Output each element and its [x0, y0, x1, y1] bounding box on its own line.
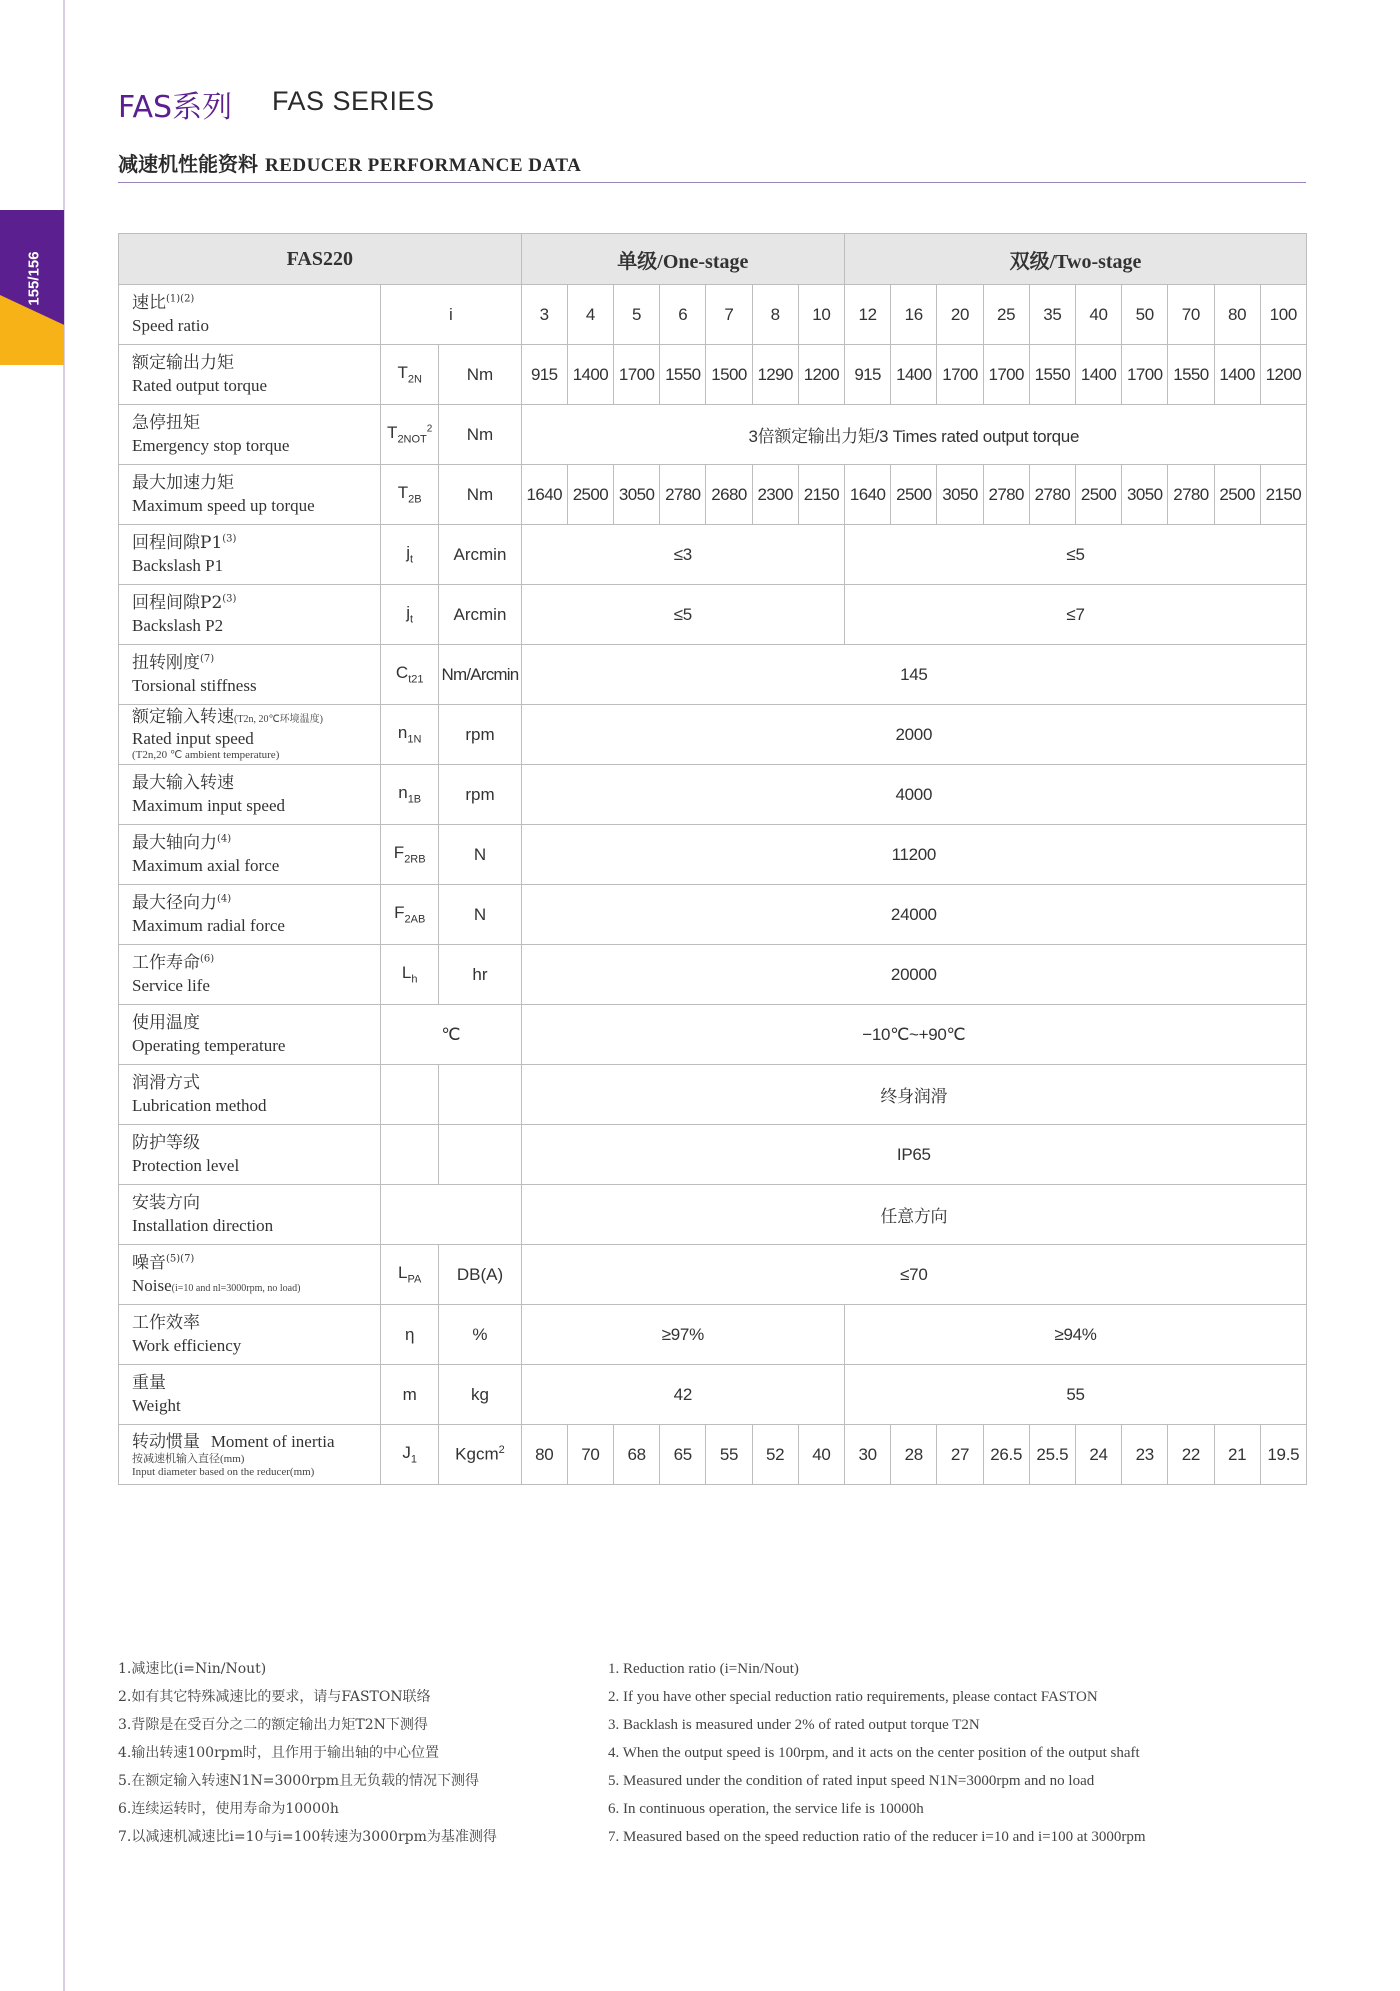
value-cell: 915	[521, 345, 567, 405]
symbol: η	[381, 1305, 439, 1365]
row-label: 防护等级 Protection level	[119, 1125, 381, 1185]
value-cell: 2150	[798, 465, 844, 525]
value-cell: 1700	[1122, 345, 1168, 405]
value-cell: 25.5	[1029, 1425, 1075, 1485]
row-rated-torque	[119, 345, 1307, 405]
row-label: 回程间隙P2$^{(3)}$ Backslash P2	[119, 585, 381, 645]
row-protection	[119, 1125, 1307, 1185]
value-cell: 22	[1168, 1425, 1214, 1485]
notes-zh	[118, 1655, 497, 1851]
value-cell: 1400	[891, 345, 937, 405]
value-cell: 2500	[1214, 465, 1260, 525]
section-title-zh: 减速机性能资料	[118, 152, 258, 176]
symbol: $C_{t21}$	[381, 645, 439, 705]
unit: Arcmin	[439, 525, 521, 585]
unit: DB(A)	[439, 1245, 521, 1305]
value-cell: 19.5	[1260, 1425, 1306, 1485]
unit: rpm	[439, 765, 521, 825]
unit: hr	[439, 945, 521, 1005]
two-stage-value: ≤7	[845, 585, 1307, 645]
value-cell: 8	[752, 285, 798, 345]
value-cell: 1550	[1168, 345, 1214, 405]
symbol: $T_{2B}$	[381, 465, 439, 525]
row-lubrication	[119, 1065, 1307, 1125]
value-cell: 4	[567, 285, 613, 345]
value-cell: 11200	[521, 825, 1306, 885]
row-label: 额定输出力矩 Rated output torque	[119, 345, 381, 405]
value-cell: 70	[567, 1425, 613, 1485]
value-cell: 55	[706, 1425, 752, 1485]
one-stage-value: ≥97%	[521, 1305, 844, 1365]
unit: N	[439, 885, 521, 945]
value-cell: 30	[845, 1425, 891, 1485]
value-cell: 2680	[706, 465, 752, 525]
value-cell: 1400	[1214, 345, 1260, 405]
two-stage-value: 55	[845, 1365, 1307, 1425]
note-zh-item: 6.连续运转时，使用寿命为10000h	[118, 1801, 339, 1817]
symbol: $T_{2N}$	[381, 345, 439, 405]
symbol-empty	[381, 1125, 439, 1185]
row-max-axial-force	[119, 825, 1307, 885]
page-number: 155/156	[25, 251, 43, 306]
value-cell: 145	[521, 645, 1306, 705]
value-cell: 6	[660, 285, 706, 345]
note-en-item: 2. If you have other special reduction ratio requirements, please contact FASTON	[608, 1689, 1098, 1705]
note-zh-item: 1.减速比(i=Nin/Nout)	[118, 1661, 267, 1677]
symbol: $n_{1N}$	[381, 705, 439, 765]
value-cell: 1700	[937, 345, 983, 405]
value-cell: 1700	[614, 345, 660, 405]
note-en-item: 4. When the output speed is 100rpm, and it acts on the center position of the output shaft	[608, 1745, 1140, 1761]
row-label: 转动惯量 Moment of inertia 按减速机输入直径(mm) Input diameter based on the reducer(mm)	[119, 1425, 381, 1485]
value-cell: 70	[1168, 285, 1214, 345]
note-zh-item: 2.如有其它特殊减速比的要求，请与FASTON联络	[118, 1689, 431, 1705]
row-inertia	[119, 1425, 1307, 1485]
symbol: $n_{1B}$	[381, 765, 439, 825]
one-stage-value: ≤5	[521, 585, 844, 645]
row-label: 最大加速力矩 Maximum speed up torque	[119, 465, 381, 525]
series-subtitle: FAS SERIES	[272, 86, 435, 116]
value-cell: 2780	[983, 465, 1029, 525]
value-cell: 20000	[521, 945, 1306, 1005]
row-label: 工作寿命$^{(6)}$ Service life	[119, 945, 381, 1005]
value-cell: 任意方向	[521, 1185, 1306, 1245]
row-label: 最大输入转速 Maximum input speed	[119, 765, 381, 825]
row-label: 润滑方式 Lubrication method	[119, 1065, 381, 1125]
one-stage-header: 单级/One-stage	[521, 234, 844, 285]
row-label: 安装方向 Installation direction	[119, 1185, 381, 1245]
row-efficiency	[119, 1305, 1307, 1365]
value-cell: 3050	[1122, 465, 1168, 525]
value-cell: 1200	[1260, 345, 1306, 405]
row-backlash-p2	[119, 585, 1307, 645]
value-cell: 28	[891, 1425, 937, 1485]
symbol: $j_t$	[381, 525, 439, 585]
value-cell: 3	[521, 285, 567, 345]
row-backlash-p1	[119, 525, 1307, 585]
one-stage-value: 42	[521, 1365, 844, 1425]
symbol: i	[381, 285, 522, 345]
model-header: FAS220	[119, 234, 522, 285]
value-cell: 3050	[614, 465, 660, 525]
note-zh-item: 7.以减速机减速比i=10与i=100转速为3000rpm为基准测得	[118, 1829, 497, 1845]
value-cell: 1640	[521, 465, 567, 525]
value-cell: 2500	[891, 465, 937, 525]
unit: N	[439, 825, 521, 885]
value-cell: 40	[798, 1425, 844, 1485]
row-speed-ratio	[119, 285, 1307, 345]
section-title	[118, 148, 581, 177]
value-cell: 7	[706, 285, 752, 345]
symbol-unit-empty	[381, 1185, 522, 1245]
performance-table	[118, 233, 1307, 1485]
value-cell: 1400	[1075, 345, 1121, 405]
value-cell: 2780	[1029, 465, 1075, 525]
row-label: 使用温度 Operating temperature	[119, 1005, 381, 1065]
row-label: 速比$^{(1)(2)}$ Speed ratio	[119, 285, 381, 345]
value-cell: IP65	[521, 1125, 1306, 1185]
row-label: 扭转刚度$^{(7)}$ Torsional stiffness	[119, 645, 381, 705]
series-title: FAS系列	[118, 90, 233, 125]
unit: Arcmin	[439, 585, 521, 645]
symbol: $F_{2AB}$	[381, 885, 439, 945]
unit: Nm/Arcmin	[439, 645, 521, 705]
value-cell: 40	[1075, 285, 1121, 345]
note-en-item: 7. Measured based on the speed reduction ratio of the reducer i=10 and i=100 at 3000rpm	[608, 1829, 1146, 1845]
unit: Nm	[439, 345, 521, 405]
unit: Nm	[439, 465, 521, 525]
value-cell: 24000	[521, 885, 1306, 945]
value-cell: 80	[521, 1425, 567, 1485]
unit-empty	[439, 1065, 521, 1125]
note-en-item: 3. Backlash is measured under 2% of rated output torque T2N	[608, 1717, 980, 1733]
row-operating-temp	[119, 1005, 1307, 1065]
note-en-item: 6. In continuous operation, the service life is 10000h	[608, 1801, 924, 1817]
value-cell: 2500	[567, 465, 613, 525]
value-cell: 1640	[845, 465, 891, 525]
row-label: 工作效率 Work efficiency	[119, 1305, 381, 1365]
value-cell: 1290	[752, 345, 798, 405]
value-cell: 4000	[521, 765, 1306, 825]
unit: kg	[439, 1365, 521, 1425]
value-cell: 12	[845, 285, 891, 345]
note-zh-item: 3.背隙是在受百分之二的额定输出力矩T2N下测得	[118, 1717, 428, 1733]
symbol: $j_t$	[381, 585, 439, 645]
value-cell: 80	[1214, 285, 1260, 345]
unit: ℃	[381, 1005, 522, 1065]
value-cell: 16	[891, 285, 937, 345]
value-cell: 1700	[983, 345, 1029, 405]
two-stage-value: ≥94%	[845, 1305, 1307, 1365]
value-cell: 68	[614, 1425, 660, 1485]
symbol: $T_{2NOT}^2$	[381, 405, 439, 465]
value-cell: 27	[937, 1425, 983, 1485]
symbol: $F_{2RB}$	[381, 825, 439, 885]
row-label: 额定输入转速(T2n, 20℃环境温度) Rated input speed (T2n,20 ℃ ambient temperature)	[119, 705, 381, 765]
value-cell: 2300	[752, 465, 798, 525]
value-cell: 2000	[521, 705, 1306, 765]
two-stage-value: ≤5	[845, 525, 1307, 585]
row-label: 最大轴向力$^{(4)}$ Maximum axial force	[119, 825, 381, 885]
value-cell: 24	[1075, 1425, 1121, 1485]
value-cell: 2780	[660, 465, 706, 525]
unit: rpm	[439, 705, 521, 765]
row-label: 最大径向力$^{(4)}$ Maximum radial force	[119, 885, 381, 945]
symbol: $L_{PA}$	[381, 1245, 439, 1305]
unit-empty	[439, 1125, 521, 1185]
value-cell: 1550	[1029, 345, 1075, 405]
row-service-life	[119, 945, 1307, 1005]
symbol: $L_h$	[381, 945, 439, 1005]
value-cell: 3050	[937, 465, 983, 525]
value-cell: 26.5	[983, 1425, 1029, 1485]
note-zh-item: 5.在额定输入转速N1N=3000rpm且无负载的情况下测得	[118, 1773, 480, 1789]
row-noise	[119, 1245, 1307, 1305]
value-cell: 2780	[1168, 465, 1214, 525]
value-cell: 2500	[1075, 465, 1121, 525]
row-label: 重量 Weight	[119, 1365, 381, 1425]
value-cell: 终身润滑	[521, 1065, 1306, 1125]
value-cell: ≤70	[521, 1245, 1306, 1305]
unit: Nm	[439, 405, 521, 465]
value-cell: 100	[1260, 285, 1306, 345]
row-emergency-torque	[119, 405, 1307, 465]
value-cell: 10	[798, 285, 844, 345]
row-max-input-speed	[119, 765, 1307, 825]
row-weight	[119, 1365, 1307, 1425]
value-cell: 5	[614, 285, 660, 345]
row-label: 急停扭矩 Emergency stop torque	[119, 405, 381, 465]
row-max-accel-torque	[119, 465, 1307, 525]
value-cell: 915	[845, 345, 891, 405]
value-cell: 3倍额定输出力矩/3 Times rated output torque	[521, 405, 1306, 465]
page-number-tab	[0, 210, 64, 365]
note-en-item: 5. Measured under the condition of rated input speed N1N=3000rpm and no load	[608, 1773, 1095, 1789]
row-max-radial-force	[119, 885, 1307, 945]
section-title-en: REDUCER PERFORMANCE DATA	[264, 155, 582, 176]
value-cell: 21	[1214, 1425, 1260, 1485]
value-cell: 65	[660, 1425, 706, 1485]
value-cell: 2150	[1260, 465, 1306, 525]
notes-en	[608, 1655, 1146, 1851]
value-cell: 1200	[798, 345, 844, 405]
value-cell: −10℃~+90℃	[521, 1005, 1306, 1065]
note-en-item: 1. Reduction ratio (i=Nin/Nout)	[608, 1661, 799, 1677]
two-stage-header: 双级/Two-stage	[845, 234, 1307, 285]
value-cell: 52	[752, 1425, 798, 1485]
value-cell: 1550	[660, 345, 706, 405]
unit: Kgcm$^2$	[439, 1425, 521, 1485]
row-torsional-stiffness	[119, 645, 1307, 705]
row-rated-input-speed	[119, 705, 1307, 765]
value-cell: 20	[937, 285, 983, 345]
unit: %	[439, 1305, 521, 1365]
one-stage-value: ≤3	[521, 525, 844, 585]
row-label: 回程间隙P1$^{(3)}$ Backslash P1	[119, 525, 381, 585]
table-header-row	[119, 234, 1307, 285]
value-cell: 35	[1029, 285, 1075, 345]
note-zh-item: 4.输出转速100rpm时，且作用于输出轴的中心位置	[118, 1745, 440, 1761]
value-cell: 23	[1122, 1425, 1168, 1485]
value-cell: 1400	[567, 345, 613, 405]
value-cell: 50	[1122, 285, 1168, 345]
symbol: m	[381, 1365, 439, 1425]
section-divider	[118, 182, 1306, 183]
row-label: 噪音$^{(5)(7)}$ Noise(i=10 and nl=3000rpm, no load)	[119, 1245, 381, 1305]
row-installation	[119, 1185, 1307, 1245]
symbol: $J_1$	[381, 1425, 439, 1485]
symbol-empty	[381, 1065, 439, 1125]
value-cell: 25	[983, 285, 1029, 345]
value-cell: 1500	[706, 345, 752, 405]
